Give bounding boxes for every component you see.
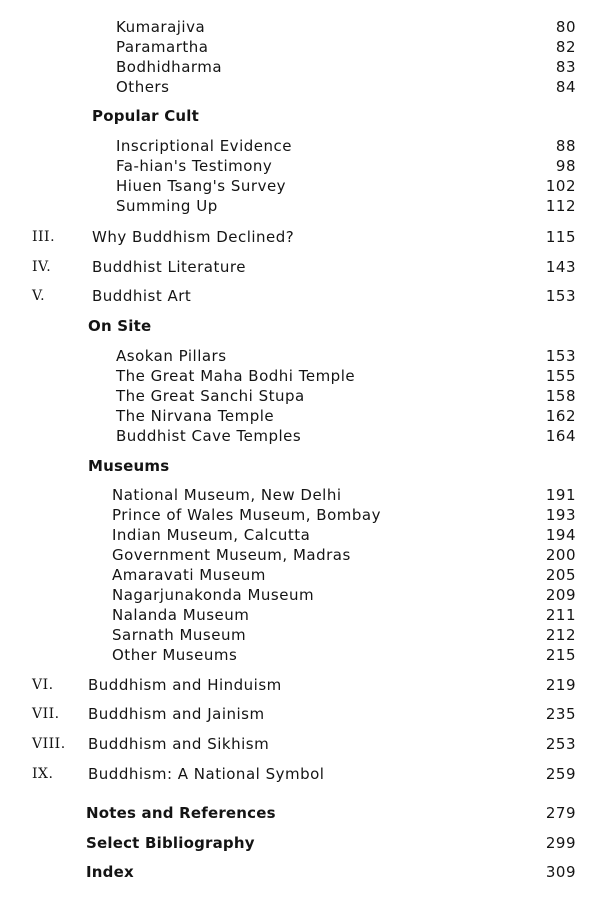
toc-chapter	[0, 675, 600, 695]
toc-entry	[0, 565, 600, 585]
entry-page: 194	[545, 526, 576, 544]
entry-title: The Great Sanchi Stupa	[116, 387, 305, 405]
entry-page: 219	[545, 676, 576, 694]
entry-title: Amaravati Museum	[112, 566, 266, 584]
toc-chapter	[0, 704, 600, 724]
entry-page: 80	[555, 18, 576, 36]
toc-chapter	[0, 257, 600, 277]
chapter-number: IV.	[32, 259, 52, 275]
entry-title: Fa-hian's Testimony	[116, 157, 273, 175]
entry-page: 212	[545, 626, 576, 644]
toc-chapter	[0, 286, 600, 306]
toc-entry	[0, 485, 600, 505]
toc-entry	[0, 545, 600, 565]
toc-entry	[0, 57, 600, 77]
entry-page: 309	[545, 863, 576, 881]
toc-entry	[0, 37, 600, 57]
chapter-title: Buddhism and Jainism	[88, 705, 265, 723]
entry-page: 153	[545, 347, 576, 365]
chapter-title: Buddhist Art	[92, 287, 192, 305]
entry-page: 83	[555, 58, 576, 76]
chapter-title: Buddhism: A National Symbol	[88, 765, 325, 783]
entry-page: 102	[545, 177, 576, 195]
toc-entry	[0, 156, 600, 176]
entry-page: 259	[545, 765, 576, 783]
entry-page: 235	[545, 705, 576, 723]
toc-back-matter	[0, 833, 600, 853]
entry-page: 82	[555, 38, 576, 56]
entry-page: 155	[545, 367, 576, 385]
toc-entry	[0, 17, 600, 37]
toc-section-heading	[0, 456, 600, 476]
entry-page: 164	[545, 427, 576, 445]
toc-entry	[0, 426, 600, 446]
entry-page: 209	[545, 586, 576, 604]
chapter-title: Why Buddhism Declined?	[92, 228, 295, 246]
toc-entry	[0, 386, 600, 406]
entry-page: 253	[545, 735, 576, 753]
entry-title: Prince of Wales Museum, Bombay	[112, 506, 381, 524]
entry-page: 200	[545, 546, 576, 564]
entry-title: Inscriptional Evidence	[116, 137, 292, 155]
back-matter-title: Select Bibliography	[86, 834, 255, 852]
entry-title: Nagarjunakonda Museum	[112, 586, 315, 604]
toc-section-heading	[0, 106, 600, 126]
entry-page: 215	[545, 646, 576, 664]
toc-entry	[0, 176, 600, 196]
chapter-number: IX.	[32, 766, 54, 782]
heading-title: Museums	[88, 457, 170, 475]
entry-title: Summing Up	[116, 197, 218, 215]
entry-title: Kumarajiva	[116, 18, 206, 36]
chapter-title: Buddhist Literature	[92, 258, 246, 276]
chapter-number: VI.	[32, 677, 54, 693]
toc-chapter	[0, 764, 600, 784]
entry-page: 88	[555, 137, 576, 155]
entry-page: 299	[545, 834, 576, 852]
toc-section-heading	[0, 316, 600, 336]
entry-page: 84	[555, 78, 576, 96]
toc-entry	[0, 625, 600, 645]
entry-title: Indian Museum, Calcutta	[112, 526, 311, 544]
entry-title: Bodhidharma	[116, 58, 223, 76]
entry-page: 112	[545, 197, 576, 215]
entry-title: Asokan Pillars	[116, 347, 227, 365]
chapter-number: VIII.	[32, 736, 66, 752]
entry-page: 143	[545, 258, 576, 276]
heading-title: Popular Cult	[92, 107, 199, 125]
entry-page: 115	[545, 228, 576, 246]
toc-entry	[0, 505, 600, 525]
toc-back-matter	[0, 803, 600, 823]
chapter-title: Buddhism and Hinduism	[88, 676, 282, 694]
toc-entry	[0, 346, 600, 366]
entry-page: 162	[545, 407, 576, 425]
entry-page: 98	[555, 157, 576, 175]
toc-back-matter	[0, 862, 600, 882]
toc-chapter	[0, 227, 600, 247]
entry-title: Other Museums	[112, 646, 238, 664]
entry-title: Hiuen Tsang's Survey	[116, 177, 287, 195]
toc-entry	[0, 406, 600, 426]
entry-title: National Museum, New Delhi	[112, 486, 342, 504]
chapter-number: VII.	[32, 706, 60, 722]
heading-title: On Site	[88, 317, 152, 335]
toc-entry	[0, 525, 600, 545]
entry-page: 153	[545, 287, 576, 305]
entry-page: 205	[545, 566, 576, 584]
entry-title: The Nirvana Temple	[116, 407, 275, 425]
toc-entry	[0, 136, 600, 156]
chapter-number: III.	[32, 229, 56, 245]
entry-title: Nalanda Museum	[112, 606, 250, 624]
chapter-title: Buddhism and Sikhism	[88, 735, 270, 753]
entry-title: Government Museum, Madras	[112, 546, 351, 564]
entry-page: 193	[545, 506, 576, 524]
entry-page: 191	[545, 486, 576, 504]
toc-entry	[0, 645, 600, 665]
toc-entry	[0, 196, 600, 216]
toc-entry	[0, 77, 600, 97]
toc-chapter	[0, 734, 600, 754]
entry-title: Buddhist Cave Temples	[116, 427, 302, 445]
entry-title: Paramartha	[116, 38, 209, 56]
back-matter-title: Notes and References	[86, 804, 276, 822]
toc-entry	[0, 585, 600, 605]
entry-title: The Great Maha Bodhi Temple	[116, 367, 356, 385]
toc-entry	[0, 605, 600, 625]
entry-title: Others	[116, 78, 170, 96]
entry-title: Sarnath Museum	[112, 626, 247, 644]
entry-page: 158	[545, 387, 576, 405]
back-matter-title: Index	[86, 863, 134, 881]
toc-entry	[0, 366, 600, 386]
entry-page: 211	[545, 606, 576, 624]
chapter-number: V.	[32, 288, 46, 304]
entry-page: 279	[545, 804, 576, 822]
